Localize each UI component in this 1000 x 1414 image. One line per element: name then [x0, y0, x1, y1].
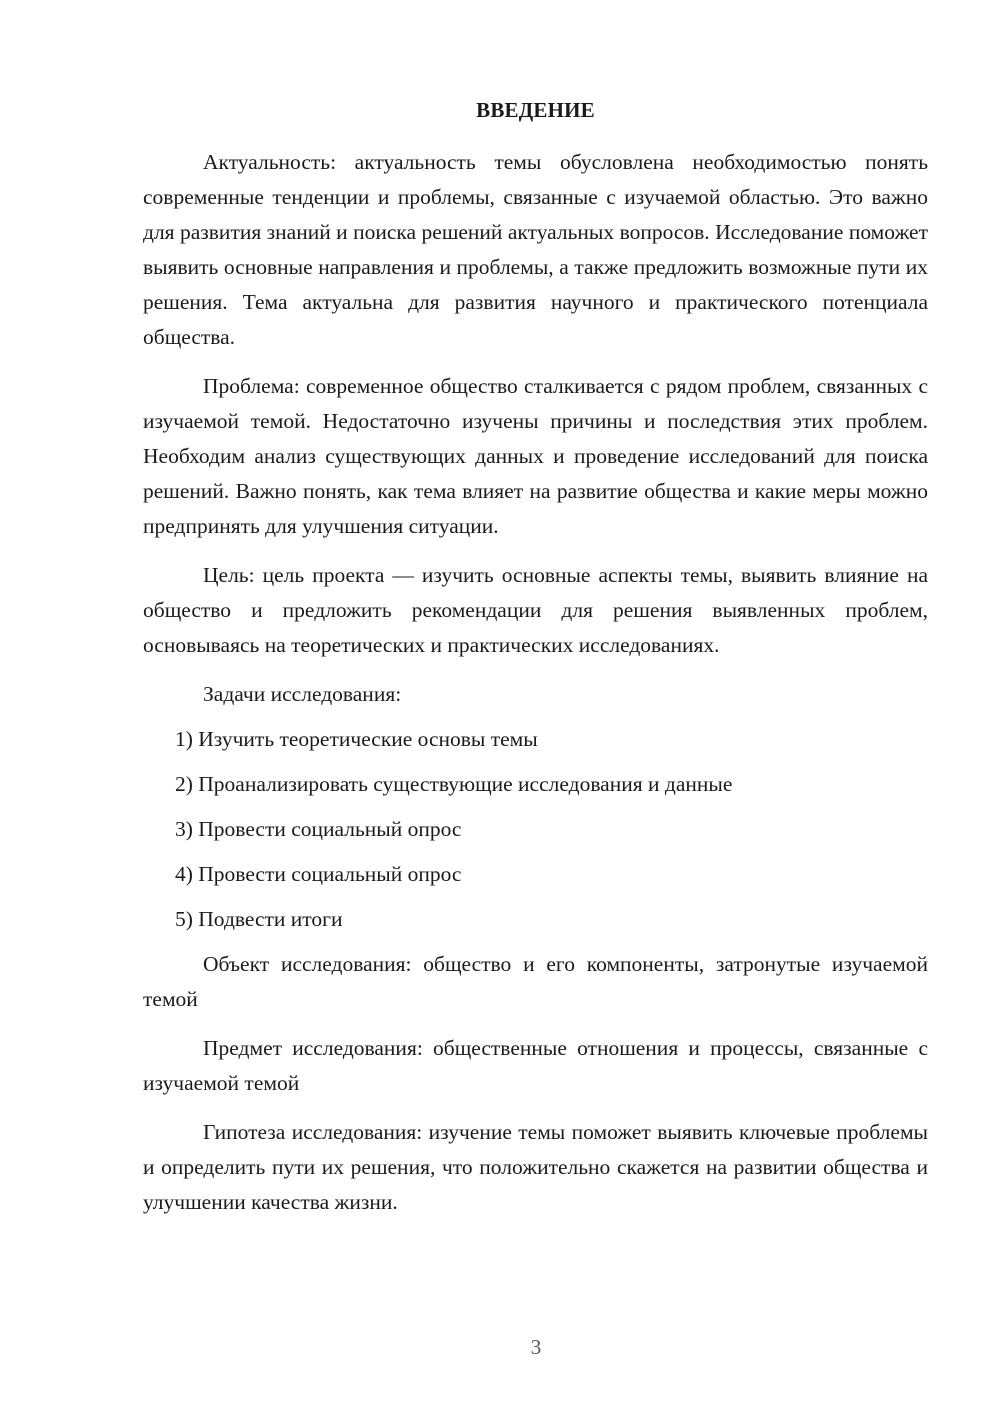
list-item: 4) Провести социальный опрос	[175, 862, 462, 886]
list-item: 3) Провести социальный опрос	[175, 817, 462, 841]
document-page	[143, 95, 928, 1234]
page-title: ВВЕДЕНИЕ	[476, 98, 595, 122]
paragraph-object: Объект исследования: общество и его компоненты, затронутые изучаемой темой	[143, 952, 928, 1011]
list-item: 1) Изучить теоретические основы темы	[175, 727, 538, 751]
paragraph-hypothesis: Гипотеза исследования: изучение темы поможет выявить ключевые проблемы и определить пути их решения, что положительно скажется на развитии общества и улучшении качества жизни.	[143, 1120, 928, 1214]
paragraph-problem: Проблема: современное общество сталкивается с рядом проблем, связанных с изучаемой темой. Недостаточно изучены причины и последствия этих проблем. Необходим анализ существующих данных и проведение исследований для поиска решений. Важно понять, как тема влияет на развитие общества и какие меры можно предпринять для улучшения ситуации.	[143, 374, 928, 538]
list-item: 5) Подвести итоги	[175, 907, 343, 931]
paragraph-relevance: Актуальность: актуальность темы обусловлена необходимостью понять современные тенденции и проблемы, связанные с изучаемой областью. Это важно для развития знаний и поиска решений актуальных вопросов. Исследование поможет выявить основные направления и проблемы, а также предложить возможные пути их решения. Тема актуальна для развития научного и практического потенциала общества.	[143, 150, 928, 349]
tasks-list	[143, 722, 928, 937]
paragraph-goal: Цель: цель проекта — изучить основные аспекты темы, выявить влияние на общество и предложить рекомендации для решения выявленных проблем, основываясь на теоретических и практических исследованиях.	[143, 563, 928, 657]
paragraph-subject: Предмет исследования: общественные отношения и процессы, связанные с изучаемой темой	[143, 1036, 928, 1095]
page-number: 3	[530, 1335, 542, 1359]
tasks-heading: Задачи исследования:	[203, 682, 402, 706]
list-item: 2) Проанализировать существующие исследования и данные	[175, 772, 733, 796]
